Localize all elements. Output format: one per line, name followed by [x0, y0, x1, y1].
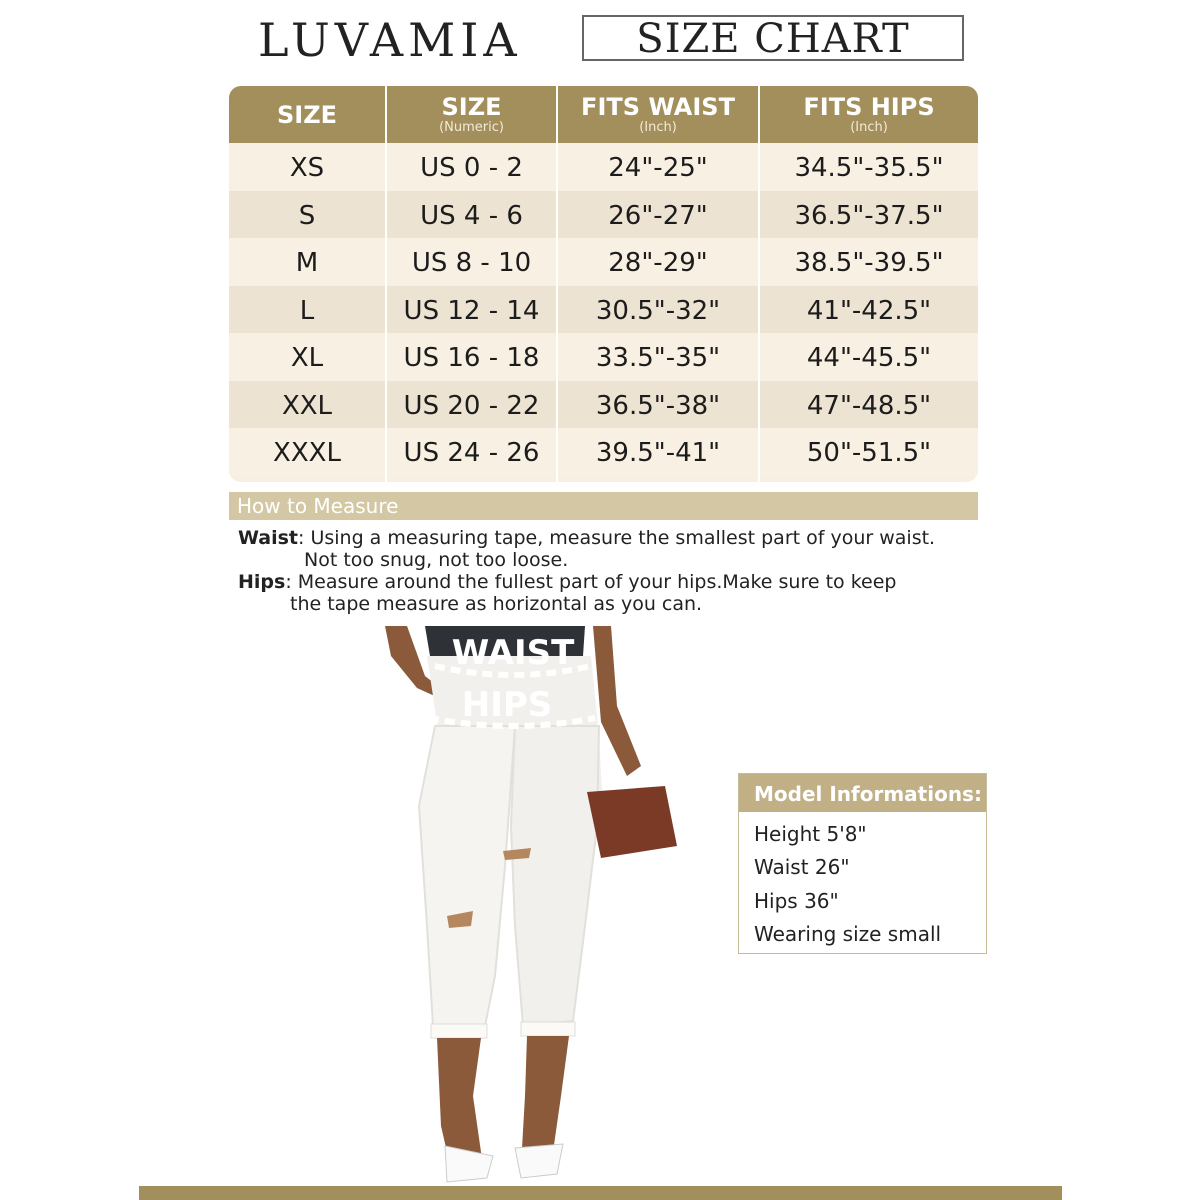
table-row: [229, 191, 978, 239]
table-row: [229, 286, 978, 334]
waist-instruction-line2: Not too snug, not too loose.: [304, 549, 569, 571]
hips-instruction-line1: : Measure around the fullest part of your hips.Make sure to keep: [285, 571, 897, 593]
model-height: Height 5'8": [754, 822, 867, 846]
cell-numeric: US 20 - 22: [403, 390, 540, 421]
cell-hips: 44"-45.5": [806, 343, 932, 373]
column-divider: [758, 86, 760, 482]
cell-waist: 36.5"-38": [595, 390, 721, 421]
header-size-numeric-label: SIZE: [441, 93, 502, 121]
table-row: [229, 238, 978, 286]
table-row: [229, 143, 978, 191]
cell-numeric: US 0 - 2: [420, 153, 523, 183]
header-fits-hips-label: FITS HIPS: [803, 93, 935, 121]
cell-waist: 28"-29": [608, 248, 708, 278]
hips-photo-label: HIPS: [461, 685, 553, 725]
cell-size: XL: [290, 343, 324, 373]
cell-numeric: US 12 - 14: [403, 295, 540, 326]
waist-instruction-line1: : Using a measuring tape, measure the smallest part of your waist.: [298, 527, 936, 549]
header-size-numeric-sub: (Numeric): [439, 120, 504, 135]
hips-instruction: [238, 571, 896, 593]
header-fits-waist: [558, 86, 758, 143]
cell-numeric: US 16 - 18: [403, 343, 540, 373]
header-fits-hips-sub: (Inch): [850, 120, 888, 135]
brand-logo: LUVAMIA: [258, 13, 522, 67]
table-header: [229, 86, 978, 143]
size-chart-title: SIZE CHART: [582, 15, 964, 61]
header-size-numeric: [387, 86, 556, 143]
right-cuff: [521, 1022, 575, 1036]
cell-waist: 26"-27": [608, 200, 708, 231]
hips-instruction-line2: the tape measure as horizontal as you can.: [290, 593, 703, 615]
cell-size: XS: [289, 153, 325, 183]
cell-waist: 24"-25": [608, 153, 708, 183]
cell-numeric: US 24 - 26: [403, 438, 540, 468]
header-size-label: SIZE: [276, 100, 337, 129]
cell-waist: 30.5"-32": [595, 295, 721, 326]
cell-size: XXXL: [273, 438, 341, 468]
model-waist: Waist 26": [754, 855, 850, 879]
cell-size: M: [295, 248, 319, 278]
model-wearing: Wearing size small: [754, 922, 942, 946]
waist-instruction: [238, 527, 935, 549]
model-hips: Hips 36": [754, 889, 839, 913]
clutch-bag: [587, 786, 677, 858]
waist-photo-label: WAIST: [451, 633, 575, 673]
jeans-left-leg: [419, 726, 515, 1026]
cell-hips: 34.5"-35.5": [794, 153, 944, 183]
cell-hips: 38.5"-39.5": [794, 248, 944, 278]
size-table: [229, 86, 978, 482]
cell-numeric: US 4 - 6: [420, 200, 523, 231]
table-row: [229, 428, 978, 476]
table-body: [229, 143, 978, 476]
model-right-arm: [593, 626, 641, 776]
cell-hips: 41"-42.5": [806, 295, 932, 326]
cell-numeric: US 8 - 10: [411, 248, 532, 278]
header-fits-waist-sub: (Inch): [639, 120, 677, 135]
header-fits-hips: [760, 86, 978, 143]
cell-size: XXL: [281, 390, 333, 421]
bottom-decor-bar: [139, 1186, 1062, 1200]
cell-waist: 39.5"-41": [595, 438, 721, 468]
cell-hips: 36.5"-37.5": [794, 200, 944, 231]
header-fits-waist-label: FITS WAIST: [581, 93, 735, 121]
jeans-right-leg: [511, 726, 599, 1026]
cell-size: L: [299, 295, 315, 326]
left-sandal: [445, 1146, 493, 1182]
model-photo: [355, 626, 695, 1186]
how-to-measure-bar: [229, 492, 978, 520]
cell-hips: 47"-48.5": [806, 390, 932, 421]
right-sandal: [515, 1144, 563, 1178]
header-size: [229, 86, 385, 143]
how-to-measure-title: How to Measure: [237, 494, 399, 518]
waist-label: Waist: [238, 527, 299, 549]
table-row: [229, 333, 978, 381]
table-row: [229, 381, 978, 429]
cell-size: S: [298, 200, 316, 231]
cell-waist: 33.5"-35": [595, 343, 721, 373]
cell-hips: 50"-51.5": [806, 438, 932, 468]
left-cuff: [431, 1024, 487, 1038]
column-divider: [385, 86, 387, 482]
hips-label: Hips: [238, 571, 286, 593]
model-info-box: [738, 773, 987, 954]
model-info-title: Model Informations:: [739, 774, 986, 812]
column-divider: [556, 86, 558, 482]
